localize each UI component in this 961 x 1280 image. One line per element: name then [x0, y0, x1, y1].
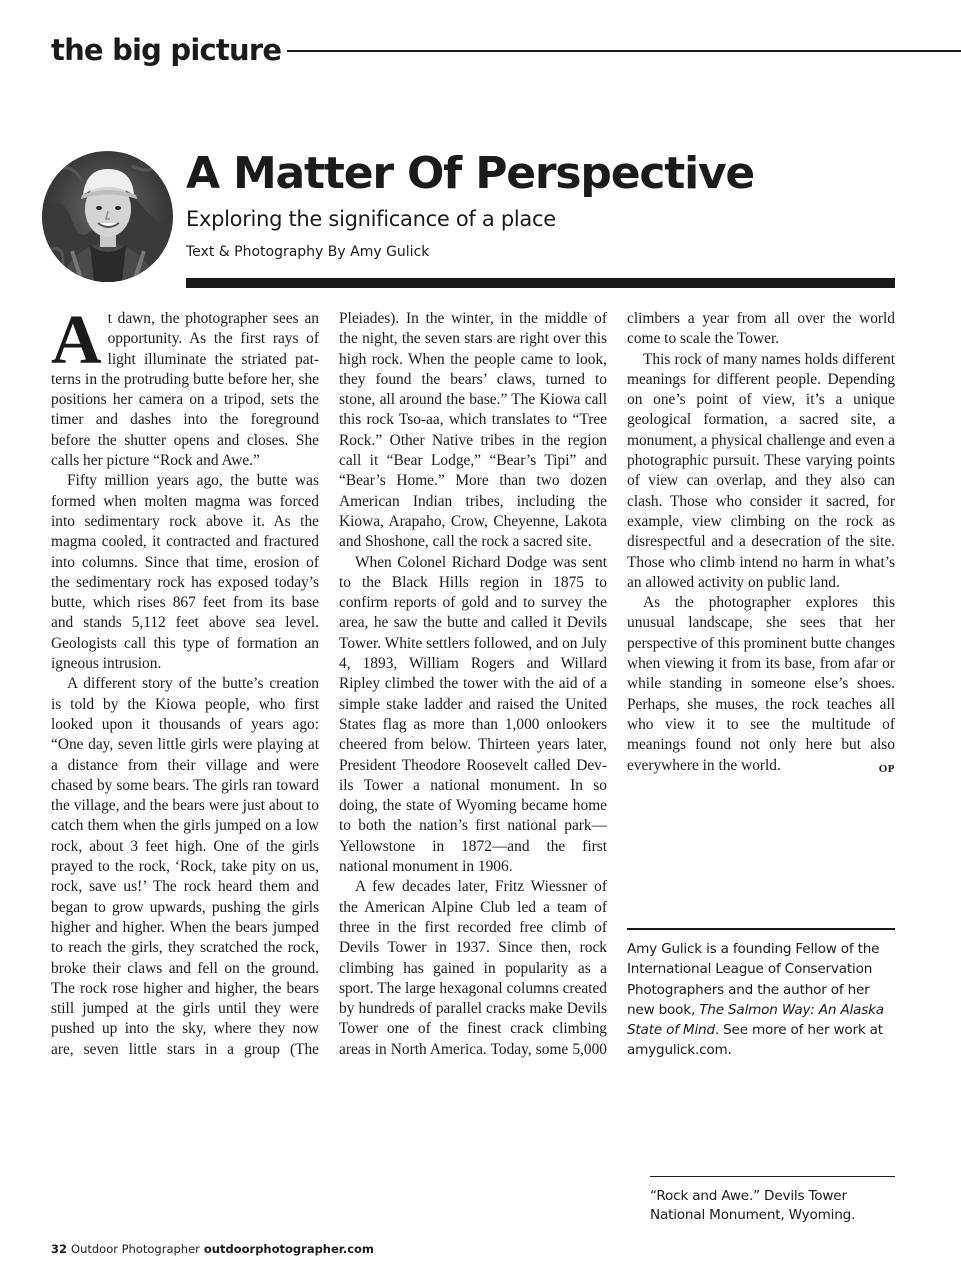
- body-paragraph-7: [627, 593, 895, 776]
- body-paragraph-3: A different story of the butte’s creation is told by the Kiowa people, who first looked upon it thousands of years ago: “One day, seven little girls were playing at a distance from their village and were chased by some bears. The girls ran toward the village, and the bears were just about to catch them when the girls jumped on a low rock, about 3 feet high. One of the girls prayed to the rock, ‘Rock, take pity on us, rock, save us!’ The rock heard them and began to grow upwards, pushing the girls higher and higher. When the bears jumped to reach the girls, they scratched the rock, broke their claws and fell on the ground. The rock rose higher and higher, the bears still jumped at the girls until they were pushed up into the sky, where they now are, seven little stars in a group (The: [51, 675, 319, 1058]
- caption-divider: [650, 1176, 895, 1177]
- photo-caption: “Rock and Awe.” Devils Tower National Monument, Wyoming.: [650, 1188, 856, 1223]
- body-paragraph-4: When Colonel Richard Dodge was sent to the Black Hills region in 1875 to confirm reports of gold and to survey the area, he saw the butte and called it Devils Tower. White settlers followed, and on July 4, 1893, William Rogers and Willard Ripley climbed the tower with the aid of a simple stake ladder and raised the United States flag as more than 1,000 onlookers cheered from below. Thirteen years later, President Theodore Roosevelt called Devils Tower a national monument. In so doing, the state of Wyoming became home to both the nation’s first national park—Yellowstone in 1872—and the first national monument in 1906.: [339, 553, 607, 876]
- paragraph-continuation: Pleiades). In the winter, in the middle of the night, the seven stars are right over this high rock. When the people came to look, they found the bears’ claws, turned to stone, all around the base.” The Kiowa call this rock Tso-aa, which translates to “Tree Rock.” Other Native tribes in the region call it “Bear Lodge,” “Bear’s Tipi” and “Bear’s Home.” More than two dozen American Indian tribes, including the Kiowa, Arapaho, Crow, Cheyenne, Lakota and Shoshone, call the rock a sacred site.: [339, 310, 607, 551]
- article-column-1: [51, 302, 319, 1060]
- article-column-3: [627, 309, 895, 779]
- author-portrait-image: [42, 151, 173, 282]
- article-title: A Matter Of Perspective: [186, 148, 755, 199]
- article-byline: Text & Photography By Amy Gulick: [186, 244, 430, 260]
- bio-text-start: Amy Gulick is a founding Fellow of the International League of Conservation Photographers and the author of her new book,: [627, 941, 880, 1018]
- page-footer: [51, 1240, 374, 1258]
- section-divider: [287, 50, 961, 52]
- bio-text-end: . See more of her work at amygulick.com.: [627, 1022, 883, 1059]
- body-paragraph-5: A few decades later, Fritz Wiessner of the American Alpine Club led a team of three in the first recorded free climb of Devils Tower in 1937. Since then, rock climbing has gained in popularity as a sport. The large hexagonal columns created by hundreds of parallel cracks make Devils Tower one of the finest crack climbing areas in North America. Today, some 5,000: [339, 878, 607, 1058]
- section-title: the big picture: [51, 33, 282, 67]
- page-number: 32: [51, 1242, 68, 1256]
- book-title: The Salmon Way: An Alaska State of Mind: [627, 1001, 884, 1039]
- body-paragraph-1: [51, 302, 319, 471]
- paragraph-text: t dawn, the photographer sees an opportunity. As the first rays of light illuminate the striated patterns in the protruding butte before her, she positions her camera on a tripod, sets the timer and dashes into the foreground before the shutter opens and closes. She calls her picture “Rock and Awe.”: [51, 310, 319, 470]
- article-subtitle: Exploring the significance of a place: [186, 207, 556, 231]
- paragraph-text: As the photographer explores this unusual landscape, she sees that her perspective of this prominent butte changes when viewing it from its base, from afar or while standing in someone else’s shoes. Perhaps, she muses, the rock teaches all who view it to see the multitude of meanings found not only here but also everywhere in the world.: [627, 594, 895, 774]
- headline-divider: [186, 278, 895, 288]
- body-paragraph-6: This rock of many names holds different meanings for different people. Depending on one’s point of view, it’s a unique geological formation, a sacred site, a monument, a physical challenge and even a photographic pursuit. These varying points of view can overlap, and they also can clash. Those who consider it sacred, for example, view climbing on the rock as disrespectful and a desecration of the site. Those who climb intend no harm in what’s an allowed activity on public land.: [627, 350, 895, 591]
- magazine-name: Outdoor Photographer: [71, 1242, 200, 1256]
- body-paragraph-2: Fifty million years ago, the butte was formed when molten magma was forced into sedimentary rock above it. As the magma cooled, it contracted and fractured into columns. Since that time, erosion of the sedimentary rock has exposed today’s butte, which rises 867 feet from its base and stands 5,112 feet above sea level. Geologists call this type of formation an igneous intrusion.: [51, 472, 319, 673]
- drop-cap: A: [51, 302, 102, 379]
- author-bio: [627, 939, 895, 1061]
- bio-divider: [627, 928, 895, 930]
- paragraph-continuation: climbers a year from all over the world come to scale the Tower.: [627, 310, 895, 348]
- author-photo: [42, 151, 173, 282]
- section-header: [51, 30, 961, 74]
- article-column-2: [339, 309, 607, 1060]
- article-end-mark: OP: [878, 762, 895, 775]
- website-link[interactable]: outdoorphotographer.com: [203, 1242, 374, 1256]
